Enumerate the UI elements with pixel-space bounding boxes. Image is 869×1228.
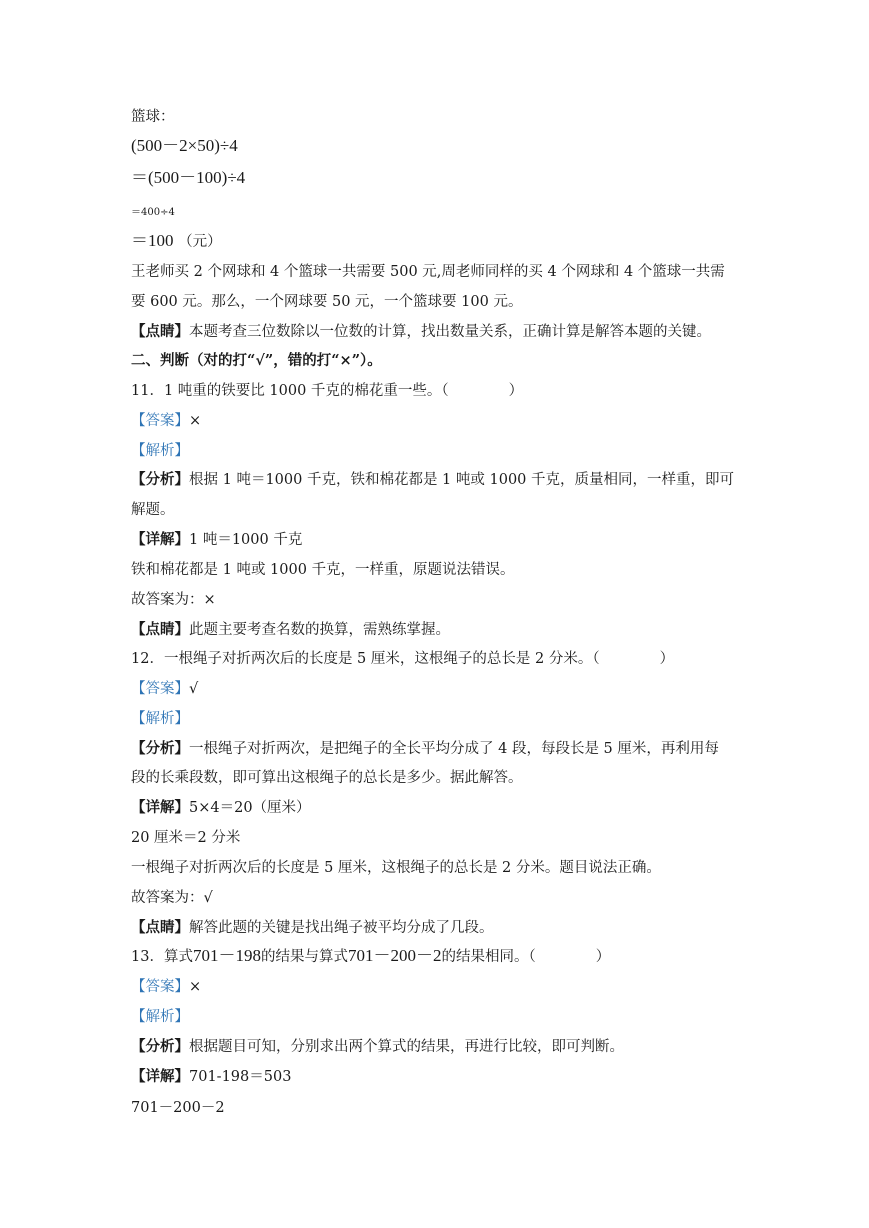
question-11 <box>131 381 523 401</box>
analysis-heading-11: 【解析】 <box>131 443 189 459</box>
fenxi-label: 【分析】 <box>131 1038 189 1055</box>
xiangjie-text: 701-198＝503 <box>189 1069 292 1085</box>
xiangjie-11-line-2: 铁和棉花都是 1 吨或 1000 千克，一样重，原题说法错误。 <box>131 562 515 578</box>
xiangjie-12-line-3: 一根绳子对折两次后的长度是 5 厘米，这根绳子的总长是 2 分米。题目说法正确。 <box>131 860 661 876</box>
note-text: 本题考查三位数除以一位数的计算，找出数量关系，正确计算是解答本题的关键。 <box>189 324 711 340</box>
xiangjie-label: 【详解】 <box>131 799 189 816</box>
answer-12 <box>131 679 198 699</box>
dianjing-12 <box>131 918 494 938</box>
dianjing-label: 【点睛】 <box>131 621 189 638</box>
xiangjie-text: 5×4＝20（厘米） <box>189 800 311 816</box>
question-text: 12．一根绳子对折两次后的长度是 5 厘米，这根绳子的总长是 2 分米。（ <box>131 651 600 667</box>
fenxi-text: 根据题目可知，分别求出两个算式的结果，再进行比较，即可判断。 <box>189 1039 624 1055</box>
fenxi-11 <box>131 470 734 490</box>
calc-unit: （元） <box>178 234 222 250</box>
calc-step-4 <box>131 231 222 252</box>
dianjing-11 <box>131 620 450 640</box>
question-expr-1: 701－198 <box>192 946 261 965</box>
xiangjie-text: 1 吨＝1000 千克 <box>189 532 303 548</box>
question-text-b: 的结果与算式 <box>260 949 348 965</box>
summary-line-2: 要 600 元。那么，一个网球要 50 元，一个篮球要 100 元。 <box>131 294 523 310</box>
answer-value: × <box>189 979 202 995</box>
question-text-c: 的结果相同。（ <box>441 949 536 965</box>
question-paren-close: ） <box>595 949 611 965</box>
answer-label: 【答案】 <box>131 413 189 429</box>
xiangjie-12 <box>131 798 311 818</box>
dianjing-label: 【点睛】 <box>131 919 189 936</box>
answer-value: √ <box>189 681 199 697</box>
calc-step-2: ＝(500－100)÷4 <box>131 168 246 187</box>
summary-line-1: 王老师买 2 个网球和 4 个篮球一共需要 500 元,周老师同样的买 4 个网球和 4 个篮球一共需 <box>131 264 725 280</box>
xiangjie-13-line-2: 701－200－2 <box>131 1100 225 1116</box>
calc-result: ＝100 <box>131 231 174 250</box>
calc-step-1: (500－2×50)÷4 <box>131 136 238 155</box>
section-heading: 二、判断（对的打“√”，错的打“×”）。 <box>131 352 382 369</box>
xiangjie-12-line-2: 20 厘米＝2 分米 <box>131 830 241 846</box>
question-text: 11．1 吨重的铁要比 1000 千克的棉花重一些。（ <box>131 383 449 399</box>
fenxi-12 <box>131 739 719 759</box>
question-expr-2: 701－200－2 <box>347 946 442 965</box>
xiangjie-11-line-3: 故答案为：× <box>131 592 216 608</box>
note-10 <box>131 322 711 342</box>
basketball-label: 篮球： <box>131 109 175 125</box>
dianjing-text: 此题主要考查名数的换算，需熟练掌握。 <box>189 622 450 638</box>
fenxi-text: 根据 1 吨＝1000 千克，铁和棉花都是 1 吨或 1000 千克，质量相同，一样重，即可 <box>189 472 735 488</box>
answer-label: 【答案】 <box>131 681 189 697</box>
question-paren-close: ） <box>659 651 675 667</box>
fenxi-label: 【分析】 <box>131 471 189 488</box>
calc-step-3: ＝400÷4 <box>131 207 175 218</box>
question-paren-close: ） <box>508 383 524 399</box>
xiangjie-11 <box>131 530 302 550</box>
xiangjie-12-line-4: 故答案为：√ <box>131 890 213 906</box>
analysis-heading-12: 【解析】 <box>131 711 189 727</box>
xiangjie-label: 【详解】 <box>131 1068 189 1085</box>
xiangjie-13 <box>131 1067 291 1087</box>
fenxi-13 <box>131 1037 624 1057</box>
question-13 <box>131 946 610 967</box>
answer-value: × <box>189 413 202 429</box>
dianjing-text: 解答此题的关键是找出绳子被平均分成了几段。 <box>189 920 494 936</box>
xiangjie-label: 【详解】 <box>131 531 189 548</box>
analysis-heading-13: 【解析】 <box>131 1009 189 1025</box>
note-label: 【点睛】 <box>131 323 189 340</box>
fenxi-text: 一根绳子对折两次，是把绳子的全长平均分成了 4 段，每段长是 5 厘米，再利用每 <box>189 741 719 757</box>
question-12 <box>131 649 674 669</box>
answer-11 <box>131 411 201 431</box>
fenxi-11-cont: 解题。 <box>131 502 175 518</box>
question-text-a: 13．算式 <box>131 949 193 965</box>
answer-13 <box>131 977 201 997</box>
answer-label: 【答案】 <box>131 979 189 995</box>
fenxi-12-cont: 段的长乘段数，即可算出这根绳子的总长是多少。据此解答。 <box>131 770 523 786</box>
fenxi-label: 【分析】 <box>131 740 189 757</box>
